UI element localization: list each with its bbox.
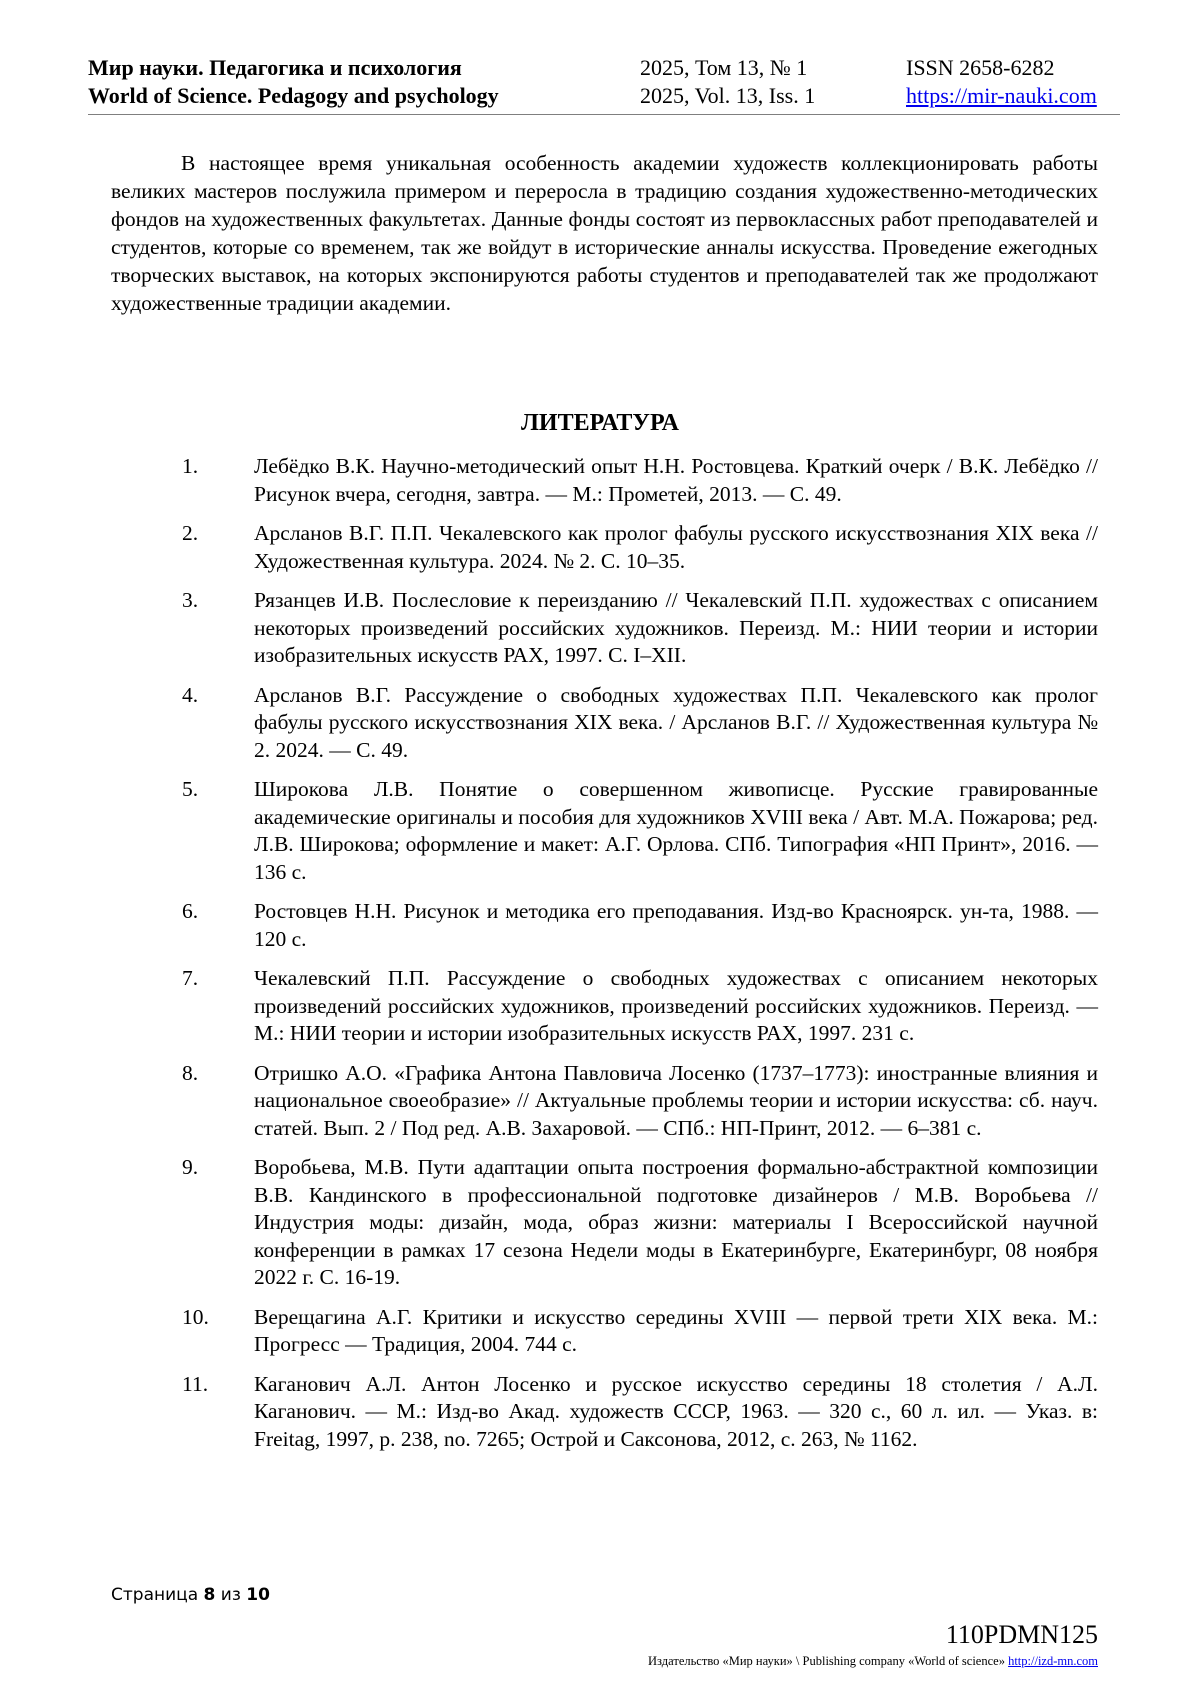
reference-number: 1. [182,454,199,478]
reference-item [111,587,1098,670]
journal-title-en: World of Science. Pedagogy and psychology [88,83,499,108]
reference-text: Широкова Л.В. Понятие о совершенном живописце. Русские гравированные академические оригиналы и пособия для художников XVIII века / Авт. М.А. Пожарова; ред. Л.В. Широкова; оформление и макет: А.Г. Орлова. СПб. Типография «НП Принт», 2016. — 136 с. [254,777,1098,884]
reference-item [111,1060,1098,1143]
journal-title-ru: Мир науки. Педагогика и психология [88,55,462,80]
reference-item [111,1154,1098,1292]
reference-text: Чекалевский П.П. Рассуждение о свободных художествах с описанием некоторых произведений российских художников, произведений российских художников. Переизд. — М.: НИИ теории и истории изобразительных искусств РАХ, 1997. 231 с. [254,966,1098,1045]
reference-number: 6. [182,899,199,923]
reference-number: 7. [182,966,199,990]
reference-number: 11. [182,1371,209,1396]
issue-info-en: 2025, Vol. 13, Iss. 1 [640,83,816,108]
reference-item [111,1371,1098,1454]
body-paragraph: В настоящее время уникальная особенность академии художеств коллекционировать работы великих мастеров послужила примером и переросла в традицию создания художественно-методических фондов на художественных факультетах. Данные фонды состоят из первоклассных работ преподавателей и студентов, которые со временем, так же войдут в исторические анналы искусства. Проведение ежегодных творческих выставок, на которых экспонируются работы студентов и преподавателей так же продолжают художественные традиции академии. [111,151,1098,315]
page-current: 8 [203,1585,216,1605]
reference-text: Каганович А.Л. Антон Лосенко и русское искусство середины 18 столетия / А.Л. Каганович. — М.: Изд-во Акад. художеств СССР, 1963. — 320 с., 60 л. ил. — Указ. в: Freitag, 1997, p. 238, no. 7265; Острой и Саксонова, 2012, с. 263, № 1162. [254,1371,1098,1451]
reference-text: Воробьева, М.В. Пути адаптации опыта построения формально-абстрактной композиции В.В. Кандинского в профессиональной подготовке дизайнеров / М.В. Воробьева // Индустрия моды: дизайн, мода, образ жизни: материалы I Всероссийской научной конференции в рамках 17 сезона Недели моды в Екатеринбурге, Екатеринбург, 08 ноября 2022 г. С. 16-19. [254,1155,1098,1289]
reference-item [111,898,1098,953]
reference-number: 2. [182,521,199,545]
reference-number: 9. [182,1155,199,1179]
journal-website-link[interactable]: https://mir-nauki.com [906,83,1097,108]
reference-item [111,965,1098,1048]
reference-item [111,453,1098,508]
issn: ISSN 2658-6282 [906,55,1055,80]
reference-text: Арсланов В.Г. П.П. Чекалевского как пролог фабулы русского искусствознания XIX века // Художественная культура. 2024. № 2. С. 10–35. [254,521,1098,573]
page-of: из [220,1585,241,1605]
reference-text: Рязанцев И.В. Послесловие к переизданию // Чекалевский П.П. художествах с описанием некоторых произведений российских художников. Переизд. М.: НИИ теории и истории изобразительных искусств РАХ, 1997. С. I–XII. [254,588,1098,667]
reference-number: 4. [182,682,199,707]
issue-info-ru: 2025, Том 13, № 1 [640,55,808,80]
publisher-text: Издательство «Мир науки» \ Publishing company «World of science» [648,1654,1005,1668]
reference-item [111,1304,1098,1359]
publisher-link[interactable]: http://izd-mn.com [1008,1654,1098,1668]
reference-item [111,682,1098,765]
reference-number: 5. [182,777,199,801]
reference-item [111,776,1098,886]
reference-number: 10. [182,1304,209,1329]
reference-text: Арсланов В.Г. Рассуждение о свободных художествах П.П. Чекалевского как пролог фабулы русского искусствознания XIX века. / Арсланов В.Г. // Художественная культура № 2. 2024. — С. 49. [254,682,1098,762]
page-total: 10 [246,1585,270,1605]
reference-number: 8. [182,1060,199,1085]
publisher-line [648,1654,1098,1669]
page-header [88,54,1120,115]
reference-number: 3. [182,588,199,612]
page-number [111,1585,270,1605]
reference-text: Лебёдко В.К. Научно-методический опыт Н.Н. Ростовцева. Краткий очерк / В.К. Лебёдко // Рисунок вчера, сегодня, завтра. — М.: Прометей, 2013. — С. 49. [254,454,1098,506]
literature-heading: ЛИТЕРАТУРА [521,410,679,436]
page-word: Страница [111,1585,199,1605]
header-row-ru [88,54,1120,82]
header-row-en [88,82,1120,110]
article-code: 110PDMN125 [945,1620,1098,1649]
reference-text: Ростовцев Н.Н. Рисунок и методика его преподавания. Изд-во Красноярск. ун-та, 1988. — 120 с. [254,899,1098,951]
reference-item [111,520,1098,575]
reference-text: Верещагина А.Г. Критики и искусство середины XVIII — первой трети XIX века. М.: Прогресс — Традиция, 2004. 744 с. [254,1304,1098,1356]
reference-list [111,453,1098,1465]
reference-text: Отришко А.О. «Графика Антона Павловича Лосенко (1737–1773): иностранные влияния и национальное своеобразие» // Актуальные проблемы теории и истории искусства: сб. науч. статей. Вып. 2 / Под ред. А.В. Захаровой. — СПб.: НП-Принт, 2012. — 6–381 с. [254,1060,1098,1140]
